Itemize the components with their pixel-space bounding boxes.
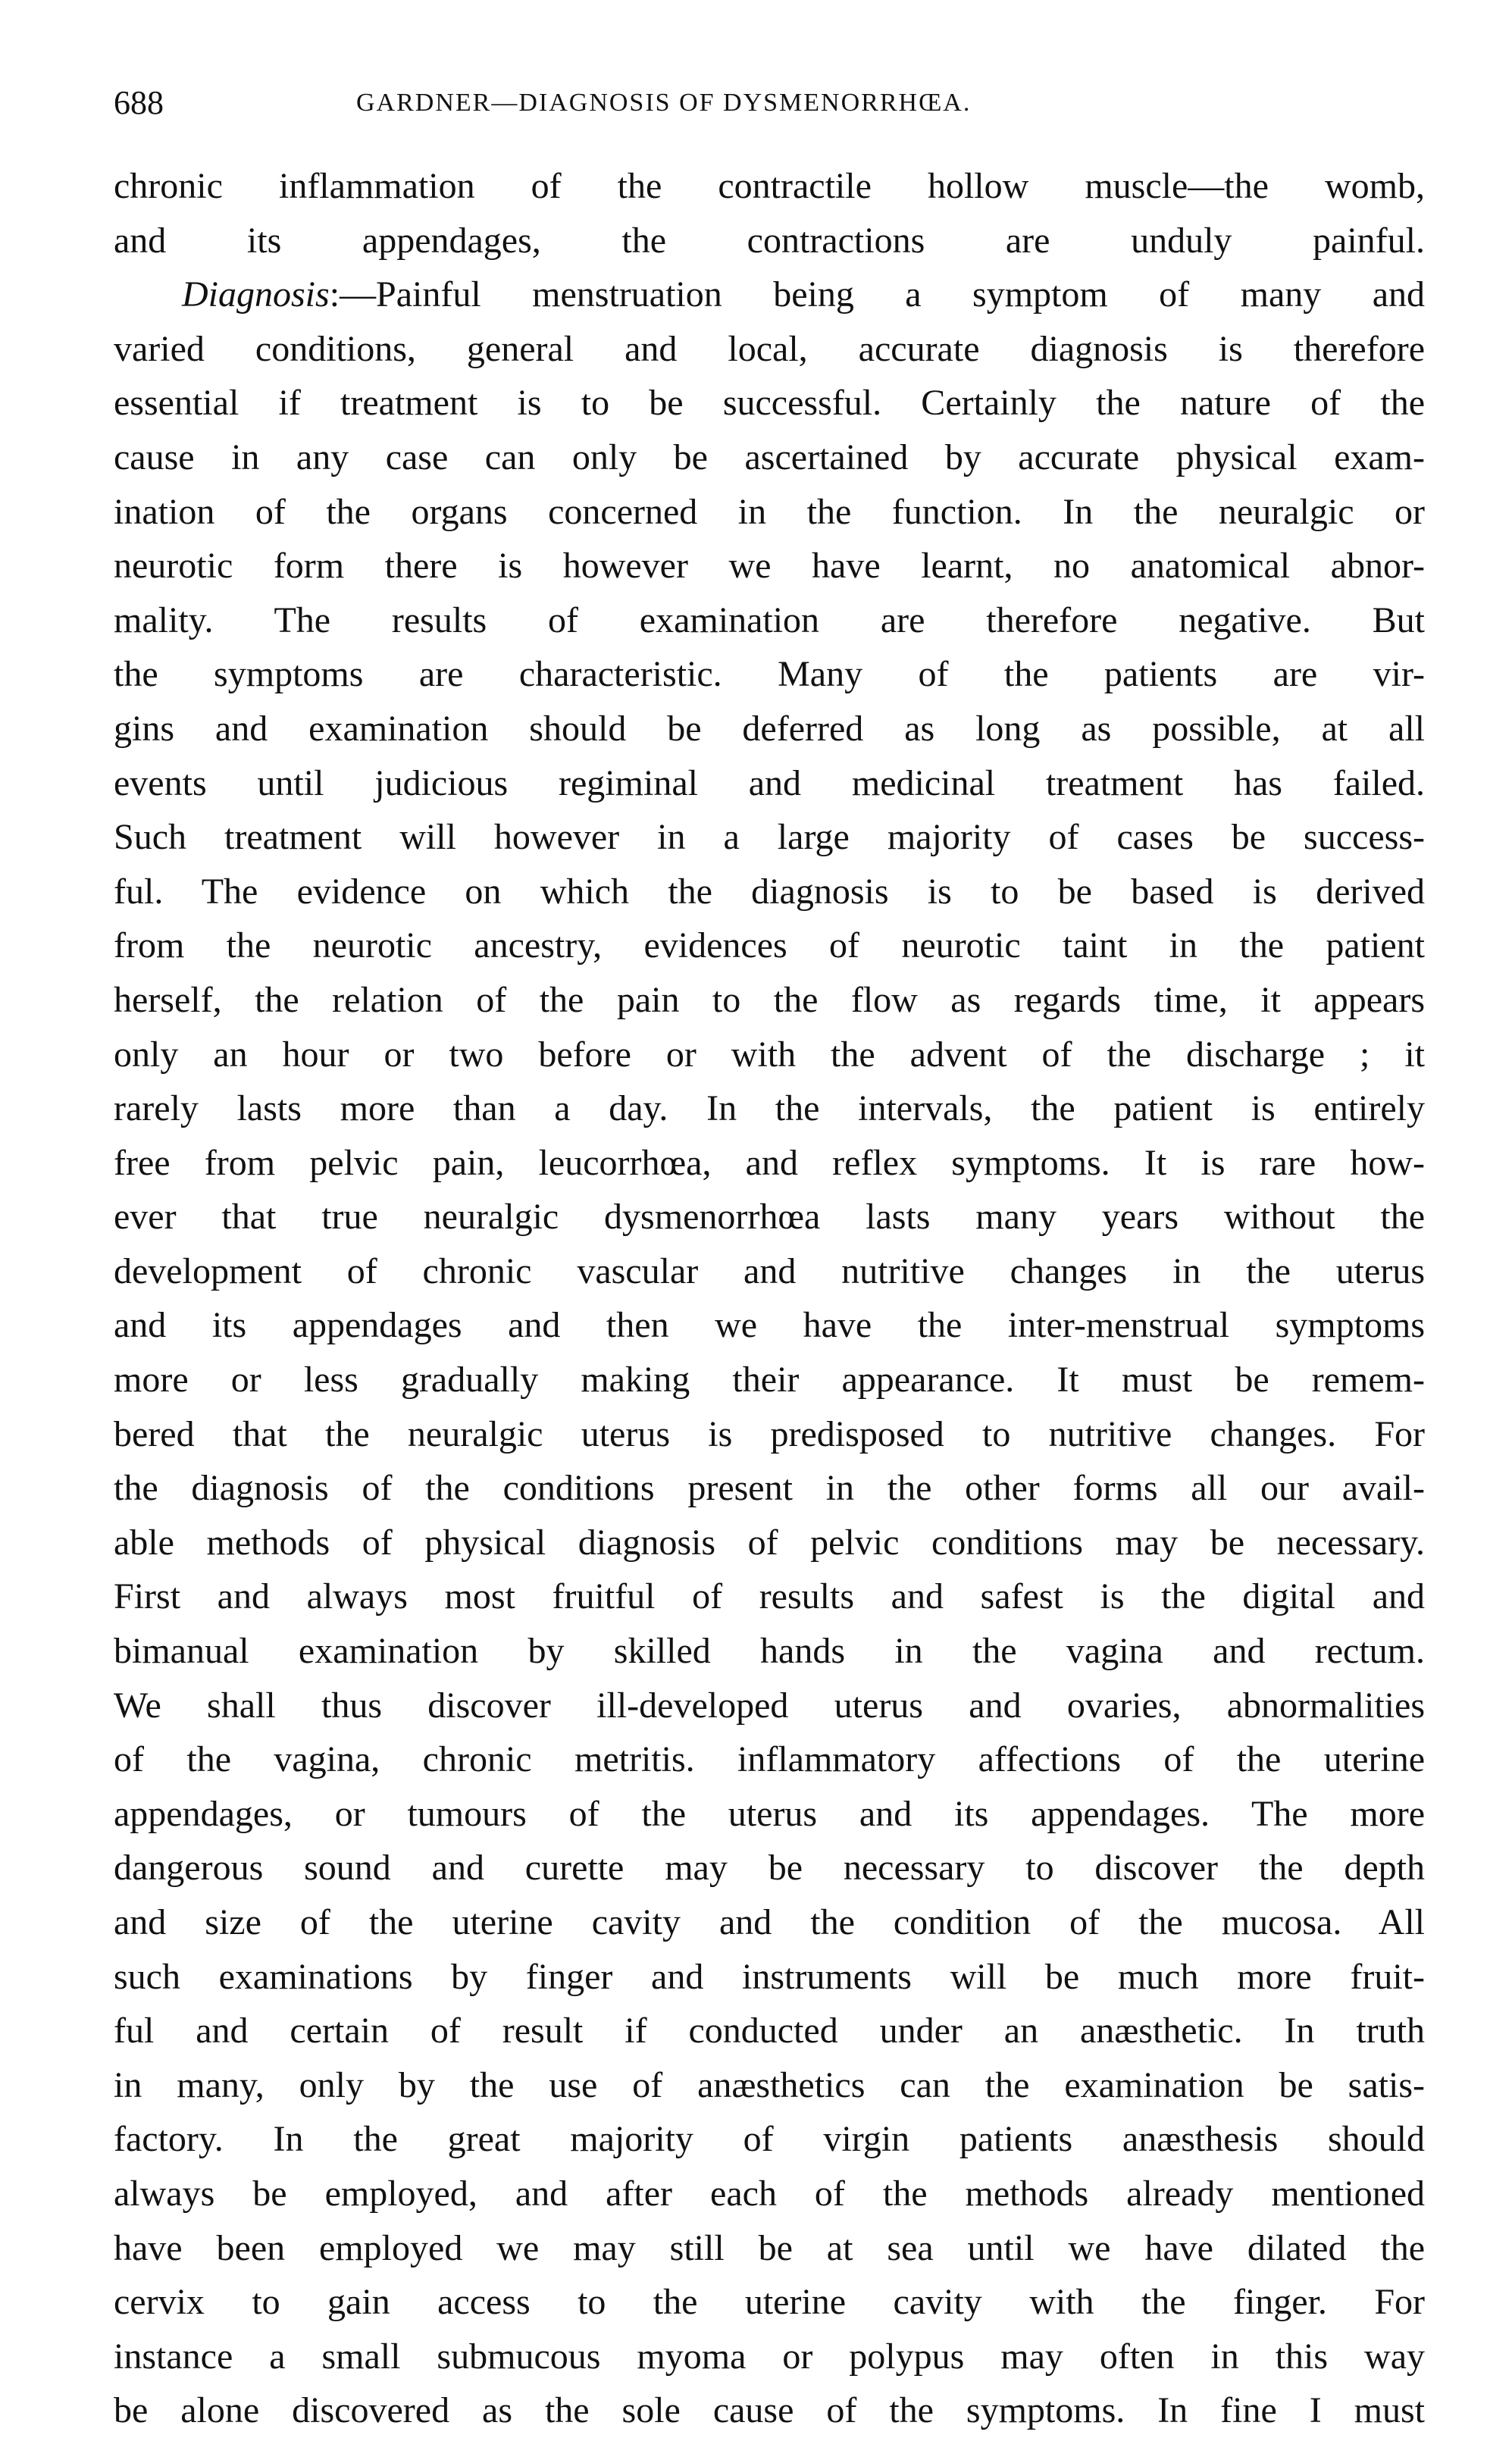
- text-line: ever that true neuralgic dysmenorrhœa lasts many years without the: [114, 1197, 1425, 1238]
- text-line: herself, the relation of the pain to the flow as regards time, it appears: [114, 979, 1425, 1020]
- text-line: cause in any case can only be ascertained by accurate physical exam-: [114, 437, 1425, 477]
- text-line: instance a small submucous myoma or polypus may often in this way: [114, 2336, 1425, 2377]
- running-head-title: GARDNER—DIAGNOSIS OF DYSMENORRHŒA.: [356, 89, 972, 117]
- diagnosis-heading: Diagnosis: [182, 274, 330, 315]
- text-line: of the vagina, chronic metritis. inflammatory affections of the uterine: [114, 1739, 1425, 1780]
- text-line: such examinations by finger and instruments will be much more fruit-: [114, 1956, 1425, 1997]
- text-line: be alone discovered as the sole cause of the symptoms. In fine I must: [114, 2390, 1425, 2431]
- text-line: Such treatment will however in a large majority of cases be success-: [114, 817, 1425, 858]
- text-line: in many, only by the use of anæsthetics can the examination be satis-: [114, 2064, 1425, 2105]
- text-line: and its appendages and then we have the inter-menstrual symptoms: [114, 1305, 1425, 1346]
- text-line: development of chronic vascular and nutritive changes in the uterus: [114, 1250, 1425, 1291]
- text-line: bimanual examination by skilled hands in the vagina and rectum.: [114, 1631, 1425, 1672]
- text-line: events until judicious regiminal and medicinal treatment has failed.: [114, 762, 1425, 803]
- text-line: the diagnosis of the conditions present in the other forms all our avail-: [114, 1468, 1425, 1509]
- text-line: chronic inflammation of the contractile hollow muscle—the womb,: [114, 166, 1425, 206]
- text-line: more or less gradually making their appearance. It must be remem-: [114, 1360, 1425, 1401]
- text-line: mality. The results of examination are therefore negative. But: [114, 599, 1425, 640]
- body-text: [114, 159, 1425, 2438]
- text-line: always be employed, and after each of the methods already mentioned: [114, 2173, 1425, 2214]
- text-line: ination of the organs concerned in the function. In the neuralgic or: [114, 491, 1425, 532]
- text-line: only an hour or two before or with the advent of the discharge ; it: [114, 1034, 1425, 1075]
- text-line: and its appendages, the contractions are unduly painful.: [114, 220, 1425, 261]
- text-line: free from pelvic pain, leucorrhœa, and reflex symptoms. It is rare how-: [114, 1142, 1425, 1183]
- running-head: [114, 76, 1425, 130]
- text-line: from the neurotic ancestry, evidences of neurotic taint in the patient: [114, 925, 1425, 966]
- text-line: We shall thus discover ill-developed uterus and ovaries, abnormalities: [114, 1685, 1425, 1726]
- paragraph-start-line: [114, 268, 1425, 322]
- text-fragment: :—Painful menstruation being a symptom of many and: [329, 274, 1425, 315]
- text-line: dangerous sound and curette may be necessary to discover the depth: [114, 1848, 1425, 1889]
- text-line: neurotic form there is however we have learnt, no anatomical abnor-: [114, 546, 1425, 587]
- text-line: appendages, or tumours of the uterus and its appendages. The more: [114, 1793, 1425, 1834]
- text-line: varied conditions, general and local, accurate diagnosis is therefore: [114, 328, 1425, 369]
- text-line: ful and certain of result if conducted under an anæsthetic. In truth: [114, 2011, 1425, 2051]
- text-line: able methods of physical diagnosis of pelvic conditions may be necessary.: [114, 1522, 1425, 1563]
- text-line: have been employed we may still be at sea until we have dilated the: [114, 2227, 1425, 2268]
- text-line: gins and examination should be deferred as long as possible, at all: [114, 708, 1425, 749]
- text-line: the symptoms are characteristic. Many of the patients are vir-: [114, 654, 1425, 695]
- text-line: rarely lasts more than a day. In the intervals, the patient is entirely: [114, 1088, 1425, 1129]
- text-line: cervix to gain access to the uterine cavity with the finger. For: [114, 2282, 1425, 2323]
- text-line: ful. The evidence on which the diagnosis is to be based is derived: [114, 871, 1425, 912]
- text-line: bered that the neuralgic uterus is predisposed to nutritive changes. For: [114, 1413, 1425, 1454]
- text-line: and size of the uterine cavity and the condition of the mucosa. All: [114, 1902, 1425, 1942]
- text-line: essential if treatment is to be successful. Certainly the nature of the: [114, 383, 1425, 424]
- page-number: 688: [114, 84, 164, 121]
- text-line: First and always most fruitful of results and safest is the digital and: [114, 1576, 1425, 1617]
- text-line: factory. In the great majority of virgin patients anæsthesis should: [114, 2119, 1425, 2160]
